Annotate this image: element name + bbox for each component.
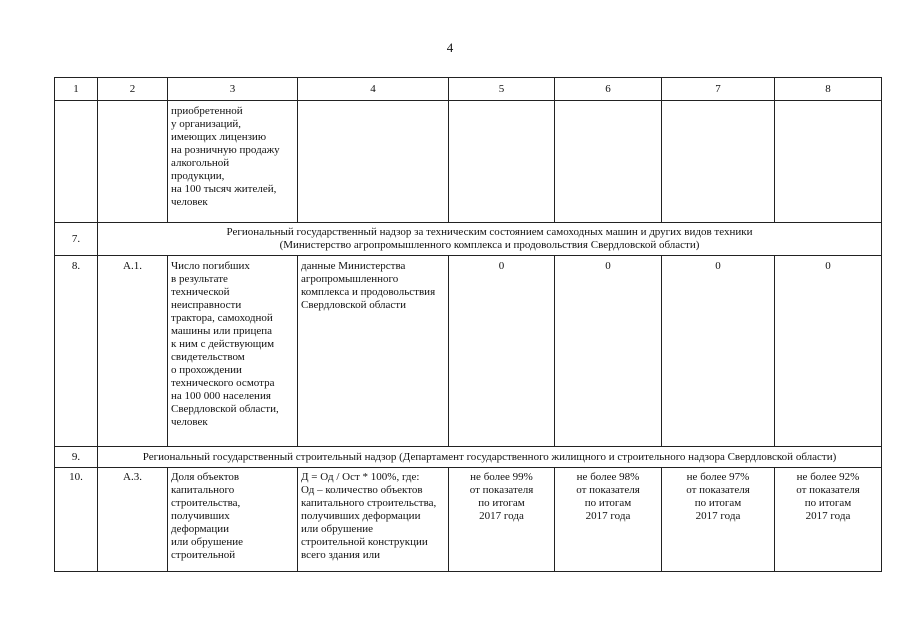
page-number: 4 xyxy=(446,40,454,55)
value-cell: 0 xyxy=(449,256,555,447)
value-cell: 0 xyxy=(775,256,882,447)
indicator-code: А.1. xyxy=(98,256,168,447)
value-cell: не более 98% от показателя по итогам 2017 года xyxy=(555,468,662,572)
header-cell: 6 xyxy=(555,78,662,101)
section-row xyxy=(55,447,882,468)
indicator-cell: Доля объектов капитального строительства, получивших деформации или обрушение строительной xyxy=(168,468,298,572)
header-cell: 2 xyxy=(98,78,168,101)
indicator-cell: приобретенной у организаций, имеющих лицензию на розничную продажу алкогольной продукции, на 100 тысяч жителей, человек xyxy=(168,101,298,223)
header-cell: 4 xyxy=(298,78,449,101)
indicator-code: А.3. xyxy=(98,468,168,572)
table-cell xyxy=(775,101,882,223)
header-cell: 8 xyxy=(775,78,882,101)
indicator-cell: Число погибших в результате технической неисправности трактора, самоходной машины или прицепа к ним с действующим свидетельством о прохождении технического осмотра на 100 000 населения Свердловской области, человек xyxy=(168,256,298,447)
table-cell xyxy=(449,101,555,223)
header-cell: 7 xyxy=(662,78,775,101)
value-cell: 0 xyxy=(662,256,775,447)
value-cell: не более 92% от показателя по итогам 2017 года xyxy=(775,468,882,572)
table-row xyxy=(55,101,882,223)
table-cell xyxy=(298,101,449,223)
value-cell: 0 xyxy=(555,256,662,447)
table-cell xyxy=(55,101,98,223)
row-number: 8. xyxy=(55,256,98,447)
section-title: Региональный государственный строительный надзор (Департамент государственного жилищного и строительного надзора Свердловской области) xyxy=(98,447,882,468)
table-cell xyxy=(662,101,775,223)
table-cell xyxy=(98,101,168,223)
indicators-table xyxy=(54,77,882,572)
section-row xyxy=(55,223,882,256)
row-number: 7. xyxy=(55,223,98,256)
table-row xyxy=(55,468,882,572)
table-cell xyxy=(555,101,662,223)
row-number: 10. xyxy=(55,468,98,572)
header-cell: 3 xyxy=(168,78,298,101)
formula-cell: Д = Од / Ост * 100%, где: Од – количество объектов капитального строительства, получивших деформации или обрушение строительной конструкции всего здания или xyxy=(298,468,449,572)
header-cell: 1 xyxy=(55,78,98,101)
header-cell: 5 xyxy=(449,78,555,101)
value-cell: не более 97% от показателя по итогам 2017 года xyxy=(662,468,775,572)
row-number: 9. xyxy=(55,447,98,468)
source-cell: данные Министерства агропромышленного комплекса и продовольствия Свердловской области xyxy=(298,256,449,447)
section-title: Региональный государственный надзор за техническим состоянием самоходных машин и других видов техники (Министерство агропромышленного комплекса и продовольствия Свердловской области) xyxy=(98,223,882,256)
table-row xyxy=(55,256,882,447)
header-row xyxy=(55,78,882,101)
value-cell: не более 99% от показателя по итогам 2017 года xyxy=(449,468,555,572)
